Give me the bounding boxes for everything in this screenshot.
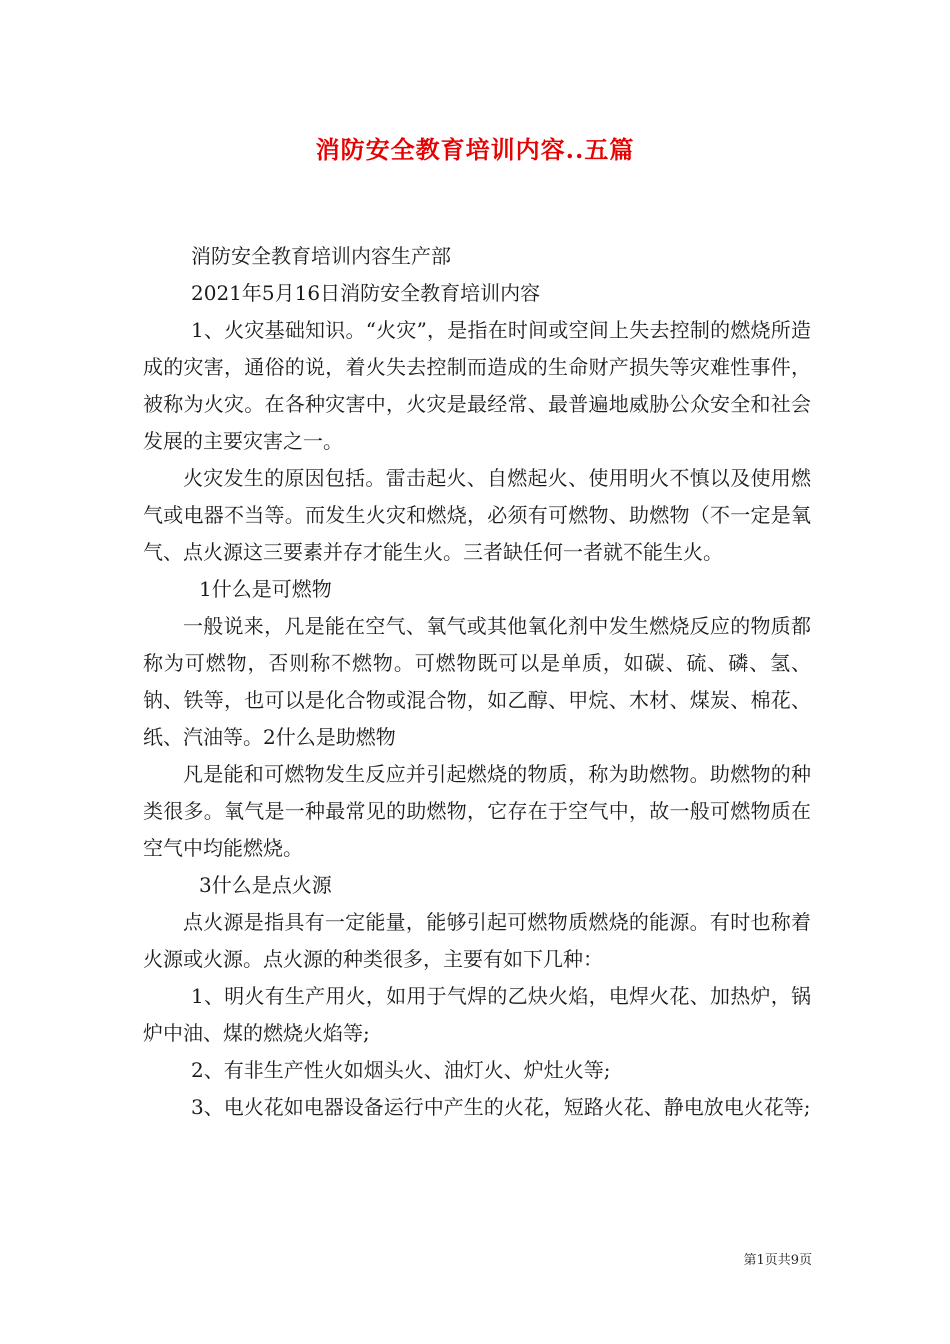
list-item-non-production-fire: 2、有非生产性火如烟头火、油灯火、炉灶火等; <box>191 1058 611 1082</box>
paragraph-ignition-source: 点火源是指具有一定能量，能够引起可燃物质燃烧的能源。有时也称着火源或火源。点火源的种类很多，主要有如下几种： <box>143 910 811 971</box>
paragraph-combustibles: 一般说来，凡是能在空气、氧气或其他氧化剂中发生燃烧反应的物质都称为可燃物，否则称不燃物。可燃物既可以是单质，如碳、硫、磷、氢、钠、铁等，也可以是化合物或混合物，如乙醇、甲烷、木材、煤炭、棉花、纸、汽油等。2什么是助燃物 <box>143 614 811 749</box>
paragraph-department: 消防安全教育培训内容生产部 <box>191 244 451 268</box>
heading-combustibles: 1什么是可燃物 <box>199 577 332 601</box>
document-body <box>143 238 811 1126</box>
paragraph-fire-basics: 1、火灾基础知识。“火灾”，是指在时间或空间上失去控制的燃烧所造成的灾害，通俗的说，着火失去控制而造成的生命财产损失等灾难性事件，被称为火灾。在各种灾害中，火灾是最经常、最普遍地威胁公众安全和社会发展的主要灾害之一。 <box>143 318 811 453</box>
paragraph-date: 2021年5月16日消防安全教育培训内容 <box>191 281 541 305</box>
document-title: 消防安全教育培训内容..五篇 <box>315 135 635 164</box>
list-item-open-flame: 1、明火有生产用火，如用于气焊的乙炔火焰，电焊火花、加热炉，锅炉中油、煤的燃烧火焰等; <box>143 984 811 1045</box>
paragraph-fire-causes: 火灾发生的原因包括。雷击起火、自燃起火、使用明火不慎以及使用燃气或电器不当等。而发生火灾和燃烧，必须有可燃物、助燃物（不一定是氧气、点火源这三要素并存才能生火。三者缺任何一者就不能生火。 <box>143 466 811 564</box>
paragraph-oxidizers: 凡是能和可燃物发生反应并引起燃烧的物质，称为助燃物。助燃物的种类很多。氧气是一种最常见的助燃物，它存在于空气中，故一般可燃物质在空气中均能燃烧。 <box>143 762 811 860</box>
list-item-electric-spark: 3、电火花如电器设备运行中产生的火花，短路火花、静电放电火花等; <box>191 1095 811 1119</box>
heading-ignition-source: 3什么是点火源 <box>199 873 332 897</box>
page-number: 第1页共9页 <box>743 1253 812 1268</box>
